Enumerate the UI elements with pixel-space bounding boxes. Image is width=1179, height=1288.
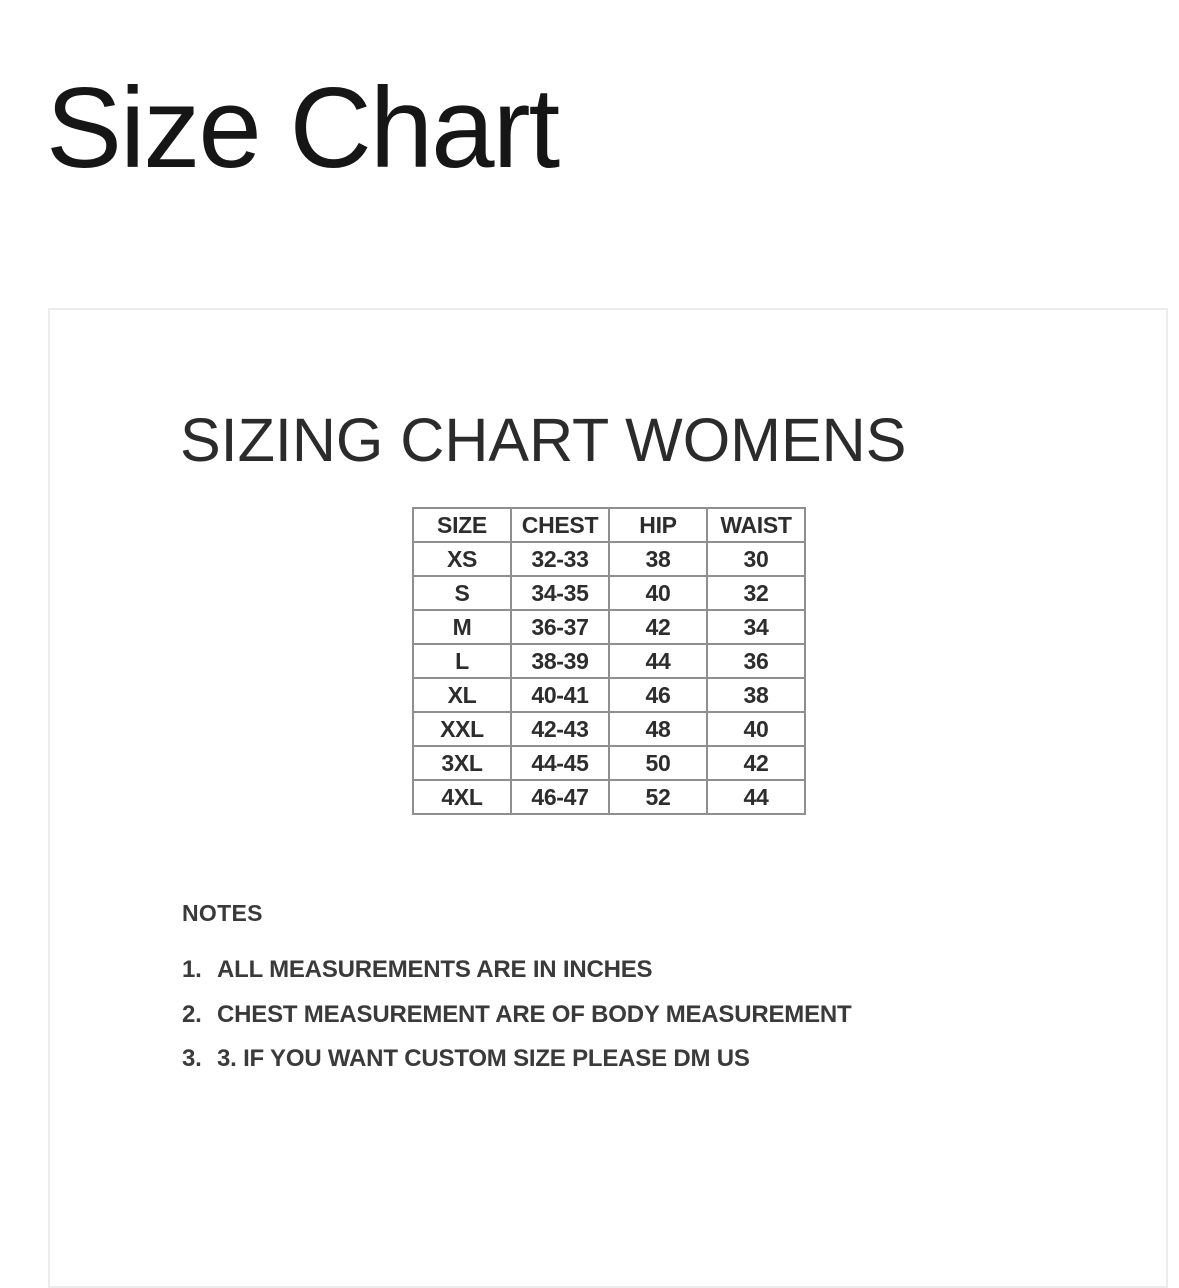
measurement-cell: 40 [609,576,707,610]
note-text: CHEST MEASUREMENT ARE OF BODY MEASUREMENT [217,1000,852,1028]
measurement-cell: 30 [707,542,805,576]
page-title: Size Chart [46,65,559,192]
measurement-cell: 42 [609,610,707,644]
size-cell: XXL [413,712,511,746]
measurement-cell: 36-37 [511,610,609,644]
table-row [413,576,805,610]
notes-heading: NOTES [182,900,263,926]
measurement-cell: 50 [609,746,707,780]
measurement-cell: 40 [707,712,805,746]
measurement-cell: 38-39 [511,644,609,678]
note-text: 3. IF YOU WANT CUSTOM SIZE PLEASE DM US [217,1045,750,1073]
size-cell: XS [413,542,511,576]
measurement-cell: 40-41 [511,678,609,712]
note-item [182,956,852,984]
measurement-cell: 46-47 [511,780,609,814]
table-row [413,542,805,576]
column-header: SIZE [413,508,511,542]
measurement-cell: 44 [609,644,707,678]
note-marker: 3. [182,1045,202,1073]
note-item [182,1045,852,1073]
header-row [413,508,805,542]
measurement-cell: 32 [707,576,805,610]
size-cell: M [413,610,511,644]
note-marker: 1. [182,956,202,983]
table-row [413,610,805,644]
measurement-cell: 32-33 [511,542,609,576]
note-text: ALL MEASUREMENTS ARE IN INCHES [217,956,653,983]
size-cell: XL [413,678,511,712]
measurement-cell: 42-43 [511,712,609,746]
measurement-cell: 38 [609,542,707,576]
measurement-cell: 52 [609,780,707,814]
table-row [413,644,805,678]
measurement-cell: 42 [707,746,805,780]
table-row [413,746,805,780]
sizing-chart-heading: SIZING CHART WOMENS [180,406,907,474]
measurement-cell: 48 [609,712,707,746]
measurement-cell: 34-35 [511,576,609,610]
size-table [412,507,806,815]
size-table-header [413,508,805,542]
note-item [182,1001,852,1029]
measurement-cell: 34 [707,610,805,644]
size-cell: 4XL [413,780,511,814]
table-row [413,712,805,746]
size-cell: L [413,644,511,678]
table-row [413,678,805,712]
size-table-body [413,542,805,814]
note-marker: 2. [182,1000,202,1028]
measurement-cell: 38 [707,678,805,712]
column-header: CHEST [511,508,609,542]
notes-list [182,956,852,1090]
column-header: HIP [609,508,707,542]
measurement-cell: 46 [609,678,707,712]
size-cell: 3XL [413,746,511,780]
measurement-cell: 44-45 [511,746,609,780]
column-header: WAIST [707,508,805,542]
measurement-cell: 36 [707,644,805,678]
size-cell: S [413,576,511,610]
measurement-cell: 44 [707,780,805,814]
size-chart-card [48,308,1168,1288]
table-row [413,780,805,814]
